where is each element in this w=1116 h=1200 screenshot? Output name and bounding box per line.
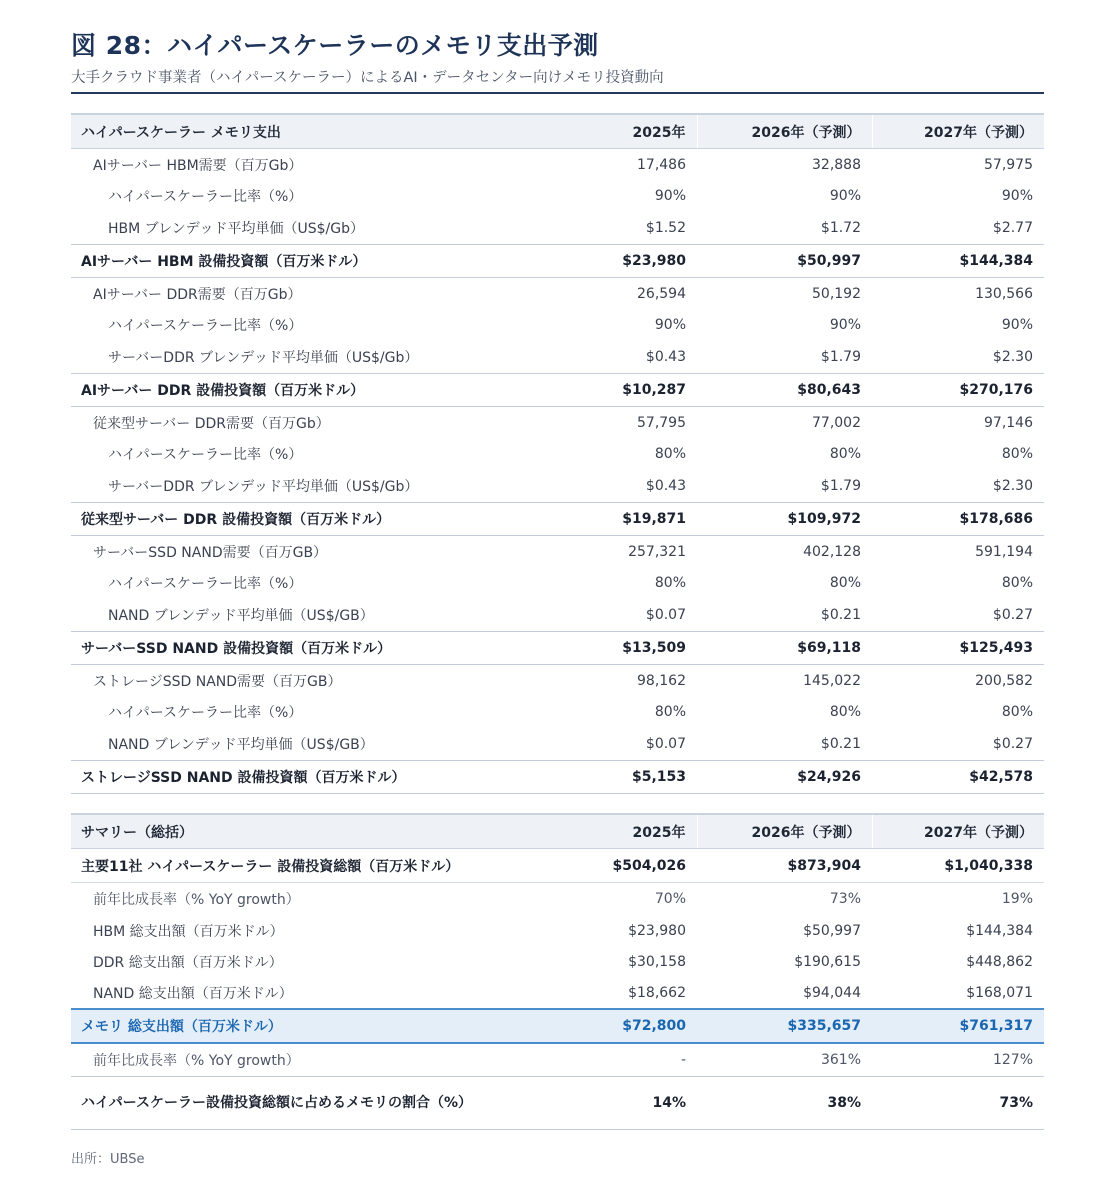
value-2027: 57,975	[984, 156, 1033, 173]
value-2027: $144,384	[966, 922, 1033, 939]
value-2026: 90%	[829, 188, 861, 204]
table-header-row	[71, 814, 1044, 849]
header-label: サマリー（総括）	[71, 814, 595, 849]
row-label: NAND ブレンデッド平均単価（US$/GB）	[108, 608, 374, 624]
page-title: 図 28：ハイパースケーラーのメモリ支出予測	[71, 31, 599, 60]
value-2025: 90%	[654, 188, 686, 204]
value-2026: $335,657	[697, 1009, 872, 1043]
value-2027: $2.30	[992, 478, 1033, 494]
value-2025: 257,321	[628, 543, 686, 560]
value-2026: $1.79	[820, 349, 861, 365]
table-row	[71, 1043, 1044, 1077]
value-2025: 70%	[654, 891, 686, 907]
table-row	[71, 149, 1044, 181]
header-label: ハイパースケーラー メモリ支出	[71, 114, 595, 149]
value-2026: 361%	[820, 1052, 861, 1068]
row-label: 前年比成長率（% YoY growth）	[93, 892, 300, 908]
header-2027: 2027年（予測）	[872, 814, 1044, 849]
value-2025: $19,871	[595, 503, 697, 536]
value-2026: 80%	[829, 446, 861, 462]
value-2027: $125,493	[872, 632, 1044, 665]
value-2027: $448,862	[966, 953, 1033, 970]
value-2025: 80%	[654, 446, 686, 462]
table-row	[71, 374, 1044, 407]
value-2027: 200,582	[975, 672, 1033, 689]
row-label: AIサーバー DDR需要（百万Gb）	[93, 286, 302, 303]
header-2027: 2027年（予測）	[872, 114, 1044, 149]
table-row	[71, 212, 1044, 245]
row-label: 従来型サーバー DDR需要（百万Gb）	[93, 415, 330, 432]
value-2025: $30,158	[628, 953, 686, 970]
value-2026: $50,997	[697, 245, 872, 278]
table-row	[71, 849, 1044, 883]
value-2025: $10,287	[595, 374, 697, 407]
table-row	[71, 1077, 1044, 1130]
value-2027: 130,566	[975, 285, 1033, 302]
value-2025: -	[680, 1052, 686, 1068]
row-label: ハイパースケーラー設備投資総額に占めるメモリの割合（%）	[71, 1077, 595, 1130]
table-row	[71, 728, 1044, 761]
value-2026: $69,118	[697, 632, 872, 665]
table-row	[71, 407, 1044, 439]
value-2027: 80%	[1001, 446, 1033, 462]
value-2026: $0.21	[820, 736, 861, 752]
value-2027: $0.27	[992, 607, 1033, 623]
summary-table-body	[71, 814, 1044, 1130]
table-row	[71, 245, 1044, 278]
row-label: サーバーDDR ブレンデッド平均単価（US$/Gb）	[108, 479, 419, 495]
value-2027: $168,071	[966, 984, 1033, 1001]
value-2026: $0.21	[820, 607, 861, 623]
memory-spend-table	[71, 113, 1044, 794]
value-2025: 90%	[654, 317, 686, 333]
value-2027: 97,146	[984, 414, 1033, 431]
summary-table	[71, 813, 1044, 1130]
page-subtitle: 大手クラウド事業者（ハイパースケーラー）によるAI・データセンター向けメモリ投資動向	[71, 70, 664, 86]
table-row	[71, 632, 1044, 665]
value-2026: $1.72	[820, 220, 861, 236]
row-label: 前年比成長率（% YoY growth）	[93, 1053, 300, 1069]
value-2027: 591,194	[975, 543, 1033, 560]
table-row	[71, 696, 1044, 728]
value-2025: $18,662	[628, 984, 686, 1001]
value-2025: $13,509	[595, 632, 697, 665]
header-2026: 2026年（予測）	[697, 814, 872, 849]
table-row	[71, 665, 1044, 697]
row-label: AIサーバー HBM需要（百万Gb）	[93, 157, 303, 174]
value-2025: 80%	[654, 704, 686, 720]
value-2025: $23,980	[595, 245, 697, 278]
table-row	[71, 977, 1044, 1009]
value-2027: 90%	[1001, 188, 1033, 204]
value-2025: $72,800	[595, 1009, 697, 1043]
table-row	[71, 278, 1044, 310]
value-2026: 145,022	[803, 672, 861, 689]
value-2025: 26,594	[637, 285, 686, 302]
row-label: サーバーSSD NAND需要（百万GB）	[93, 544, 328, 561]
row-label: HBM 総支出額（百万米ドル）	[93, 923, 284, 940]
value-2026: $24,926	[697, 761, 872, 794]
table-row	[71, 761, 1044, 794]
row-label: ストレージSSD NAND 設備投資額（百万米ドル）	[71, 761, 595, 794]
value-2026: 77,002	[812, 414, 861, 431]
value-2025: $0.07	[645, 736, 686, 752]
row-label: AIサーバー HBM 設備投資額（百万米ドル）	[71, 245, 595, 278]
header-2026: 2026年（予測）	[697, 114, 872, 149]
value-2026: $94,044	[803, 984, 861, 1001]
table-row	[71, 438, 1044, 470]
value-2026: $109,972	[697, 503, 872, 536]
value-2026: 90%	[829, 317, 861, 333]
header-2025: 2025年	[595, 814, 697, 849]
value-2027: 127%	[992, 1052, 1033, 1068]
table-row	[71, 883, 1044, 916]
value-2027: 19%	[1001, 891, 1033, 907]
value-2025: 17,486	[637, 156, 686, 173]
table-row	[71, 180, 1044, 212]
row-label: NAND 総支出額（百万米ドル）	[93, 985, 293, 1002]
value-2025: 98,162	[637, 672, 686, 689]
value-2025: $1.52	[645, 220, 686, 236]
value-2026: 80%	[829, 704, 861, 720]
value-2025: $0.43	[645, 478, 686, 494]
row-label: ハイパースケーラー比率（%）	[108, 189, 303, 205]
value-2026: $1.79	[820, 478, 861, 494]
value-2025: 80%	[654, 575, 686, 591]
value-2026: 402,128	[803, 543, 861, 560]
value-2025: 14%	[595, 1077, 697, 1130]
value-2027: $2.30	[992, 349, 1033, 365]
table-row	[71, 536, 1044, 568]
value-2025: $23,980	[628, 922, 686, 939]
row-label: サーバーSSD NAND 設備投資額（百万米ドル）	[71, 632, 595, 665]
value-2027: 80%	[1001, 575, 1033, 591]
value-2027: 80%	[1001, 704, 1033, 720]
value-2025: 57,795	[637, 414, 686, 431]
table-row	[71, 915, 1044, 946]
row-label: AIサーバー DDR 設備投資額（百万米ドル）	[71, 374, 595, 407]
value-2025: $5,153	[595, 761, 697, 794]
row-label: HBM ブレンデッド平均単価（US$/Gb）	[108, 221, 364, 237]
value-2026: $873,904	[697, 849, 872, 883]
row-label: サーバーDDR ブレンデッド平均単価（US$/Gb）	[108, 350, 419, 366]
row-label: ハイパースケーラー比率（%）	[108, 447, 303, 463]
value-2026: 50,192	[812, 285, 861, 302]
row-label: DDR 総支出額（百万米ドル）	[93, 954, 283, 971]
row-label: ハイパースケーラー比率（%）	[108, 705, 303, 721]
value-2027: $761,317	[872, 1009, 1044, 1043]
row-label: ハイパースケーラー比率（%）	[108, 576, 303, 592]
value-2025: $0.43	[645, 349, 686, 365]
value-2027: $144,384	[872, 245, 1044, 278]
value-2027: 73%	[872, 1077, 1044, 1130]
title-divider	[71, 92, 1044, 94]
table-row	[71, 599, 1044, 632]
table-header-row	[71, 114, 1044, 149]
header-2025: 2025年	[595, 114, 697, 149]
table-row	[71, 946, 1044, 977]
value-2027: $1,040,338	[872, 849, 1044, 883]
table-row	[71, 1009, 1044, 1043]
table-row	[71, 341, 1044, 374]
table-row	[71, 503, 1044, 536]
row-label: メモリ 総支出額（百万米ドル）	[71, 1009, 595, 1043]
value-2026: $80,643	[697, 374, 872, 407]
value-2027: $270,176	[872, 374, 1044, 407]
table-row	[71, 309, 1044, 341]
value-2026: $190,615	[794, 953, 861, 970]
value-2026: $50,997	[803, 922, 861, 939]
row-label: 主要11社 ハイパースケーラー 設備投資総額（百万米ドル）	[71, 849, 595, 883]
value-2027: $178,686	[872, 503, 1044, 536]
value-2026: 80%	[829, 575, 861, 591]
row-label: NAND ブレンデッド平均単価（US$/GB）	[108, 737, 374, 753]
value-2026: 38%	[697, 1077, 872, 1130]
value-2027: $0.27	[992, 736, 1033, 752]
source-note: 出所：UBSe	[71, 1152, 145, 1167]
value-2027: 90%	[1001, 317, 1033, 333]
value-2025: $0.07	[645, 607, 686, 623]
memory-spend-table-body	[71, 114, 1044, 794]
row-label: 従来型サーバー DDR 設備投資額（百万米ドル）	[71, 503, 595, 536]
table-row	[71, 470, 1044, 503]
value-2026: 73%	[829, 891, 861, 907]
value-2027: $2.77	[992, 220, 1033, 236]
value-2026: 32,888	[812, 156, 861, 173]
row-label: ストレージSSD NAND需要（百万GB）	[93, 673, 342, 690]
row-label: ハイパースケーラー比率（%）	[108, 318, 303, 334]
value-2025: $504,026	[595, 849, 697, 883]
table-row	[71, 567, 1044, 599]
value-2027: $42,578	[872, 761, 1044, 794]
